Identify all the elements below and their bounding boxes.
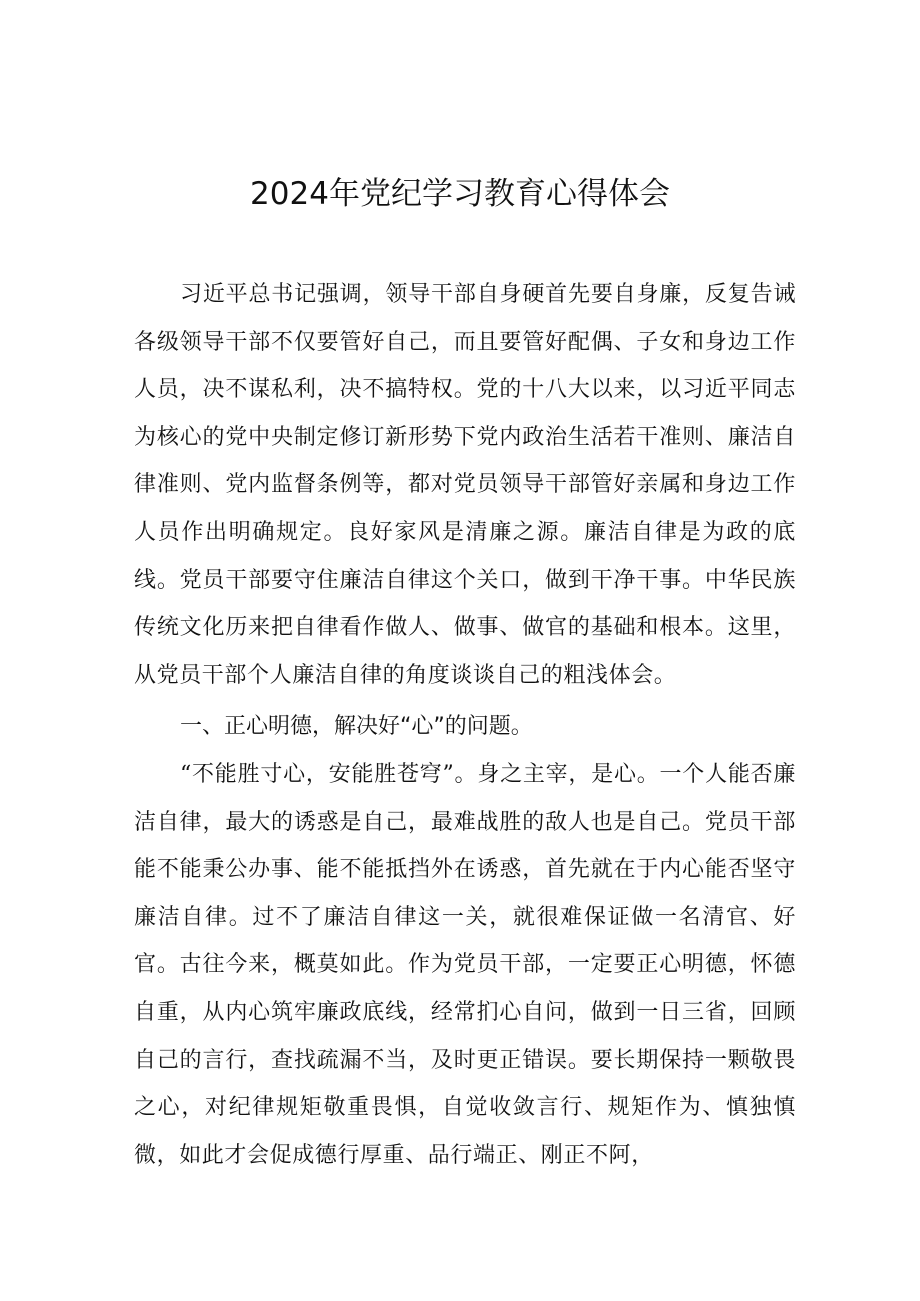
document-title: 2024年党纪学习教育心得体会 xyxy=(250,176,670,212)
paragraph-intro: 习近平总书记强调，领导干部自身硬首先要自身廉，反复告诫各级领导干部不仅要管好自己，而且要管好配偶、子女和身边工作人员，决不谋私利，决不搞特权。党的十八大以来，以习近平同志为核心的党中央制定修订新形势下党内政治生活若干准则、廉洁自律准则、党内监督条例等，都对党员领导干部管好亲属和身边工作人员作出明确规定。良好家风是清廉之源。廉洁自律是为政的底线。党员干部要守住廉洁自律这个关口，做到干净干事。中华民族传统文化历来把自律看作做人、做事、做官的基础和根本。这里，从党员干部个人廉洁自律的角度谈谈自己的粗浅体会。 xyxy=(134,282,796,688)
paragraph-section-1: “不能胜寸心，安能胜苍穹”。身之主宰，是心。一个人能否廉洁自律，最大的诱惑是自己，最难战胜的敌人也是自己。党员干部能不能秉公办事、能不能抵挡外在诱惑，首先就在于内心能否坚守廉洁自律。过不了廉洁自律这一关，就很难保证做一名清官、好官。古往今来，概莫如此。作为党员干部，一定要正心明德，怀德自重，从内心筑牢廉政底线，经常扪心自问，做到一日三省，回顾自己的言行，查找疏漏不当，及时更正错误。要长期保持一颗敬畏之心，对纪律规矩敬重畏惧，自觉收敛言行、规矩作为、慎独慎微，如此才会促成德行厚重、品行端正、刚正不阿， xyxy=(134,762,796,1168)
section-heading-1: 一、正心明德，解决好“心”的问题。 xyxy=(180,714,533,739)
